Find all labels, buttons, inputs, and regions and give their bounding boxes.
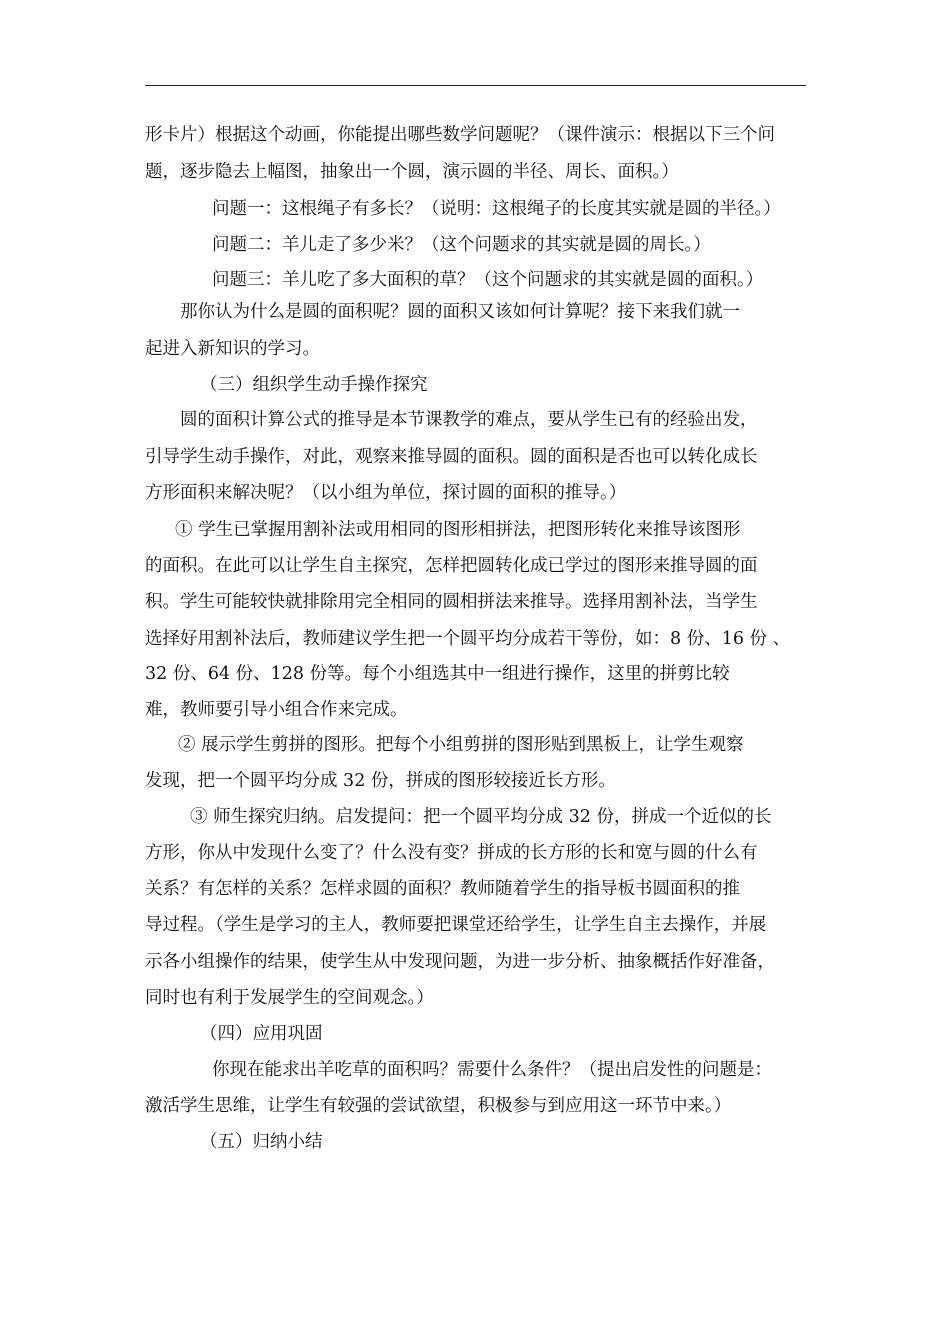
question-line: 问题三：羊儿吃了多大面积的草？（这个问题求的其实就是圆的面积。） (212, 270, 764, 290)
paragraph-line: 你现在能求出羊吃草的面积吗？需要什么条件？（提出启发性的问题是： (212, 1060, 772, 1080)
paragraph-line: 方形面积来解决呢？（以小组为单位，探讨圆的面积的推导。） (145, 483, 627, 503)
paragraph-line: 方形，你从中发现什么变了？什么没有变？拼成的长方形的长和宽与圆的什么有 (145, 843, 758, 863)
paragraph-line: 同时也有利于发展学生的空间观念。） (145, 988, 434, 1008)
section-heading: （三）组织学生动手操作探究 (200, 375, 428, 395)
paragraph-line: 那你认为什么是圆的面积呢？圆的面积又该如何计算呢？接下来我们就一 (180, 302, 740, 322)
section-heading: （四）应用巩固 (200, 1024, 323, 1044)
paragraph-line: ① 学生已掌握用割补法或用相同的图形相拼法，把图形转化来推导该图形 (175, 520, 741, 540)
paragraph-line: 激活学生思维，让学生有较强的尝试欲望，积极参与到应用这一环节中来。） (145, 1096, 732, 1116)
paragraph-line: 题，逐步隐去上幅图，抽象出一个圆，演示圆的半径、周长、面积。） (145, 162, 679, 182)
paragraph-line: ② 展示学生剪拼的图形。把每个小组剪拼的图形贴到黑板上，让学生观察 (178, 735, 744, 755)
paragraph-line: 起进入新知识的学习。 (145, 339, 320, 359)
paragraph-line: 32 份、64 份、128 份等。每个小组选其中一组进行操作，这里的拼剪比较 (145, 664, 730, 684)
paragraph-line: 导过程。（学生是学习的主人，教师要把课堂还给学生，让学生自主去操作，并展 (145, 915, 767, 935)
paragraph-line: 示各小组操作的结果，使学生从中发现问题，为进一步分析、抽象概括作好准备， (145, 952, 775, 972)
paragraph-line: 形卡片）根据这个动画，你能提出哪些数学问题呢？（课件演示：根据以下三个问 (145, 125, 775, 145)
header-rule (145, 85, 806, 86)
paragraph-line: 的面积。在此可以让学生自主探究，怎样把圆转化成已学过的图形来推导圆的面 (145, 556, 758, 576)
paragraph-line: 圆的面积计算公式的推导是本节课教学的难点，要从学生已有的经验出发， (180, 410, 758, 430)
paragraph-line: ③ 师生探究归纳。启发提问：把一个圆平均分成 32 份，拼成一个近似的长 (190, 807, 772, 827)
question-line: 问题二：羊儿走了多少米？（这个问题求的其实就是圆的周长。） (212, 235, 711, 255)
paragraph-line: 积。学生可能较快就排除用完全相同的圆相拼法来推导。选择用割补法，当学生 (145, 592, 758, 612)
question-line: 问题一：这根绳子有多长？（说明：这根绳子的长度其实就是圆的半径。） (212, 199, 781, 219)
paragraph-line: 关系？有怎样的关系？怎样求圆的面积？教师随着学生的指导板书圆面积的推 (145, 879, 740, 899)
paragraph-line: 难，教师要引导小组合作来完成。 (145, 700, 408, 720)
paragraph-line: 引导学生动手操作，对此，观察来推导圆的面积。圆的面积是否也可以转化成长 (145, 447, 758, 467)
paragraph-line: 选择好用割补法后，教师建议学生把一个圆平均分成若干等份，如：8 份、16 份 、 (145, 629, 791, 649)
paragraph-line: 发现，把一个圆平均分成 32 份，拼成的图形较接近长方形。 (145, 771, 616, 791)
section-heading: （五）归纳小结 (200, 1132, 323, 1152)
